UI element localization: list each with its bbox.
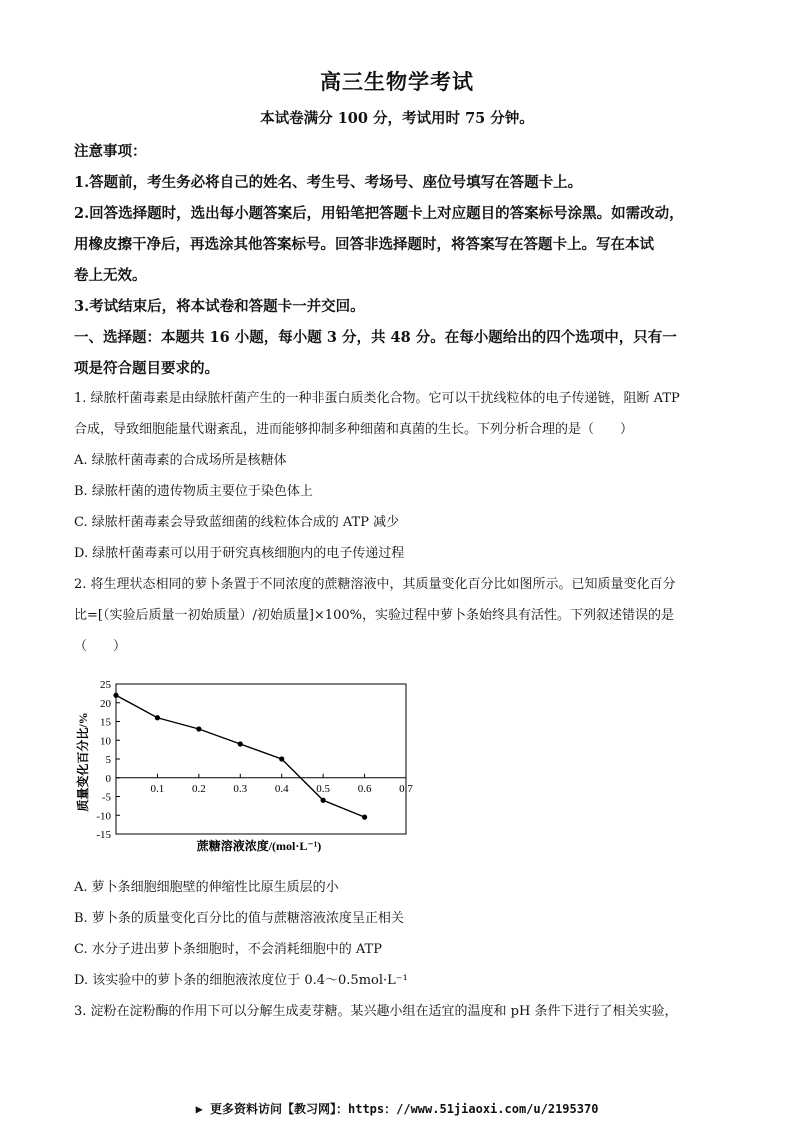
q2-option-b: B. 萝卜条的质量变化百分比的值与蔗糖溶液浓度呈正相关 (74, 911, 404, 926)
footer-link[interactable]: ▶ 更多资料访问【教习网】：https：//www.51jiaoxi.com/u/2195370 (195, 1102, 599, 1116)
notice-item-2-line-2: 用橡皮擦干净后，再选涂其他答案标号。回答非选择题时，将答案写在答题卡上。写在本试 (74, 236, 654, 253)
notice-block (74, 136, 724, 384)
y-tick-label: -10 (96, 810, 111, 823)
data-point (155, 715, 160, 720)
y-tick-label: 0 (105, 772, 111, 785)
q1-option-a: A. 绿脓杆菌毒素的合成场所是核糖体 (74, 453, 287, 468)
x-tick-labels (151, 774, 414, 795)
y-axis-label: 质量变化百分比/% (76, 712, 90, 812)
section-heading-line-1: 一、选择题：本题共 16 小题，每小题 3 分，共 48 分。在每小题给出的四个选项中，只有一 (74, 329, 677, 346)
x-tick-label: 0.1 (150, 782, 165, 795)
mass-change-chart (74, 670, 434, 860)
notice-heading: 注意事项： (74, 143, 147, 160)
q1-option-b: B. 绿脓杆菌的遗传物质主要位于染色体上 (74, 484, 313, 499)
series-line (116, 695, 365, 817)
data-point (279, 756, 284, 761)
exam-subtitle: 本试卷满分 100 分，考试用时 75 分钟。 (260, 110, 534, 127)
data-series (113, 693, 367, 820)
q2-stem-line-2: 比=[（实验后质量一初始质量）/初始质量]×100%，实验过程中萝卜条始终具有活性。下列叙述错误的是 (74, 608, 674, 623)
q2-option-d: D. 该实验中的萝卜条的细胞液浓度位于 0.4～0.5mol·L⁻¹ (74, 973, 408, 988)
y-tick-label: 10 (100, 735, 111, 748)
q2-option-c: C. 水分子进出萝卜条细胞时，不会消耗细胞中的 ATP (74, 942, 382, 957)
x-tick-label: 0.6 (357, 782, 372, 795)
data-point (321, 798, 326, 803)
y-tick-label: 5 (105, 754, 111, 766)
plot-frame (116, 684, 406, 834)
q3-stem-line-1: 3. 淀粉在淀粉酶的作用下可以分解生成麦芽糖。某兴趣小组在适宜的温度和 pH 条件下进行了相关实验， (74, 1004, 678, 1019)
y-tick-label: 25 (100, 679, 111, 691)
data-point (196, 726, 201, 731)
chart-frame (116, 684, 406, 834)
notice-item-2-line-3: 卷上无效。 (74, 267, 147, 284)
q2-stem-line-3: （ ） (74, 639, 127, 654)
notice-item-3: 3.考试结束后，将本试卷和答题卡一并交回。 (74, 298, 365, 315)
question-1 (74, 383, 724, 569)
notice-item-2-line-1: 2.回答选择题时，选出每小题答案后，用铅笔把答题卡上对应题目的答案标号涂黑。如需改动， (74, 205, 684, 222)
x-tick-label: 0.7 (399, 782, 413, 795)
y-tick-label: 15 (100, 716, 111, 729)
y-tick-label: 20 (100, 697, 111, 710)
x-axis-label: 蔗糖溶液浓度/(mol·L⁻¹) (196, 839, 322, 853)
x-tick-label: 0.5 (316, 782, 331, 795)
y-tick-label: -5 (101, 791, 111, 804)
y-tick-label: -15 (96, 829, 111, 841)
x-tick-label: 0.4 (274, 782, 289, 795)
notice-item-1: 1.答题前，考生务必将自己的姓名、考生号、考场号、座位号填写在答题卡上。 (74, 174, 583, 191)
question-2-stem (74, 569, 724, 662)
q1-stem-line-2: 合成，导致细胞能量代谢紊乱，进而能够抑制多种细菌和真菌的生长。下列分析合理的是（ ） (74, 422, 634, 437)
data-point (113, 693, 118, 698)
question-2-options (74, 872, 724, 996)
data-point (362, 815, 367, 820)
chart-svg (74, 670, 434, 860)
question-3 (74, 996, 724, 1027)
section-heading-line-2: 项是符合题目要求的。 (74, 360, 219, 377)
x-tick-label: 0.3 (233, 782, 248, 795)
exam-title: 高三生物学考试 (320, 69, 474, 94)
q2-stem-line-1: 2. 将生理状态相同的萝卜条置于不同浓度的蔗糖溶液中，其质量变化百分比如图所示。已知质量变化百分 (74, 577, 676, 592)
q1-option-d: D. 绿脓杆菌毒素可以用于研究真核细胞内的电子传递过程 (74, 546, 405, 561)
q1-option-c: C. 绿脓杆菌毒素会导致蓝细菌的线粒体合成的 ATP 减少 (74, 515, 400, 530)
x-tick-label: 0.2 (191, 782, 206, 795)
q1-stem-line-1: 1. 绿脓杆菌毒素是由绿脓杆菌产生的一种非蛋白质类化合物。它可以干扰线粒体的电子传递链，阻断 ATP (74, 391, 680, 406)
data-point (238, 741, 243, 746)
q2-option-a: A. 萝卜条细胞细胞壁的伸缩性比原生质层的小 (74, 880, 339, 895)
